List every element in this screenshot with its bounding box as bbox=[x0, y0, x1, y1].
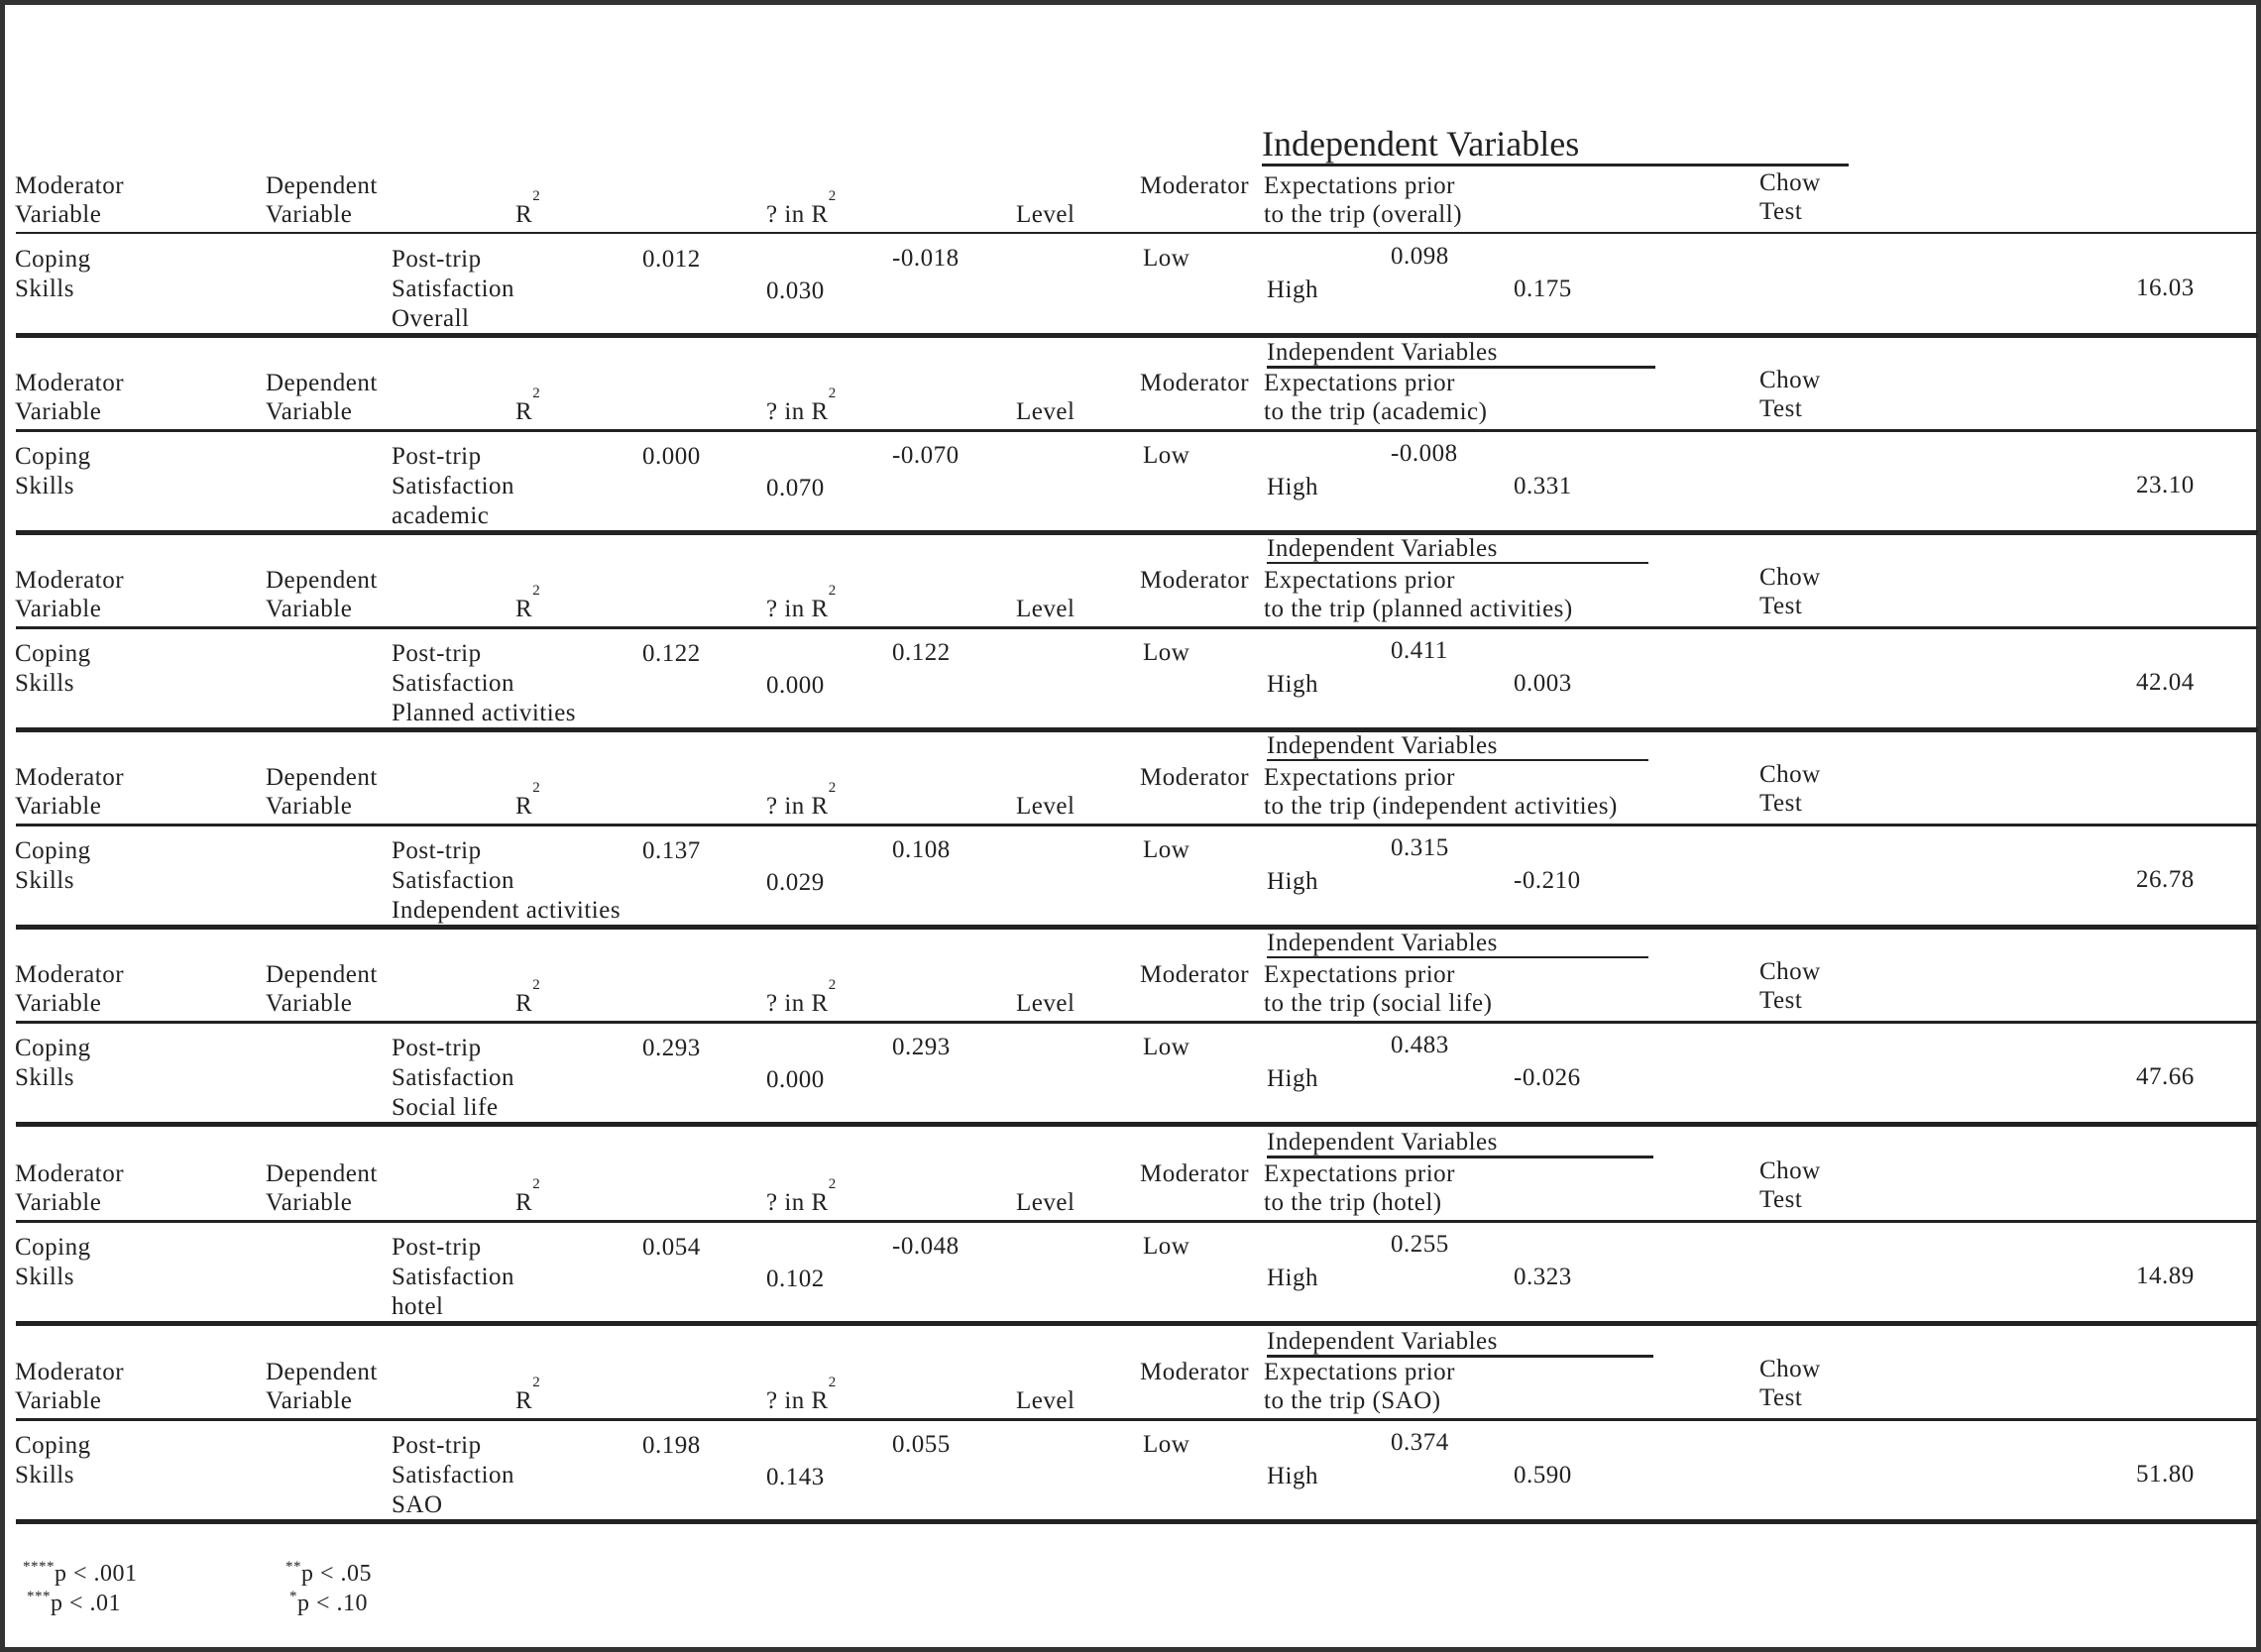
moderator-variable-header-line2: Variable bbox=[15, 596, 102, 622]
independent-variables-subheader: Independent Variables bbox=[1267, 1328, 1498, 1355]
level-high-label: High bbox=[1267, 474, 1318, 500]
moderator-variable-header-line2: Variable bbox=[15, 990, 102, 1017]
independent-variables-subheader-underline bbox=[1267, 562, 1648, 564]
high-level-value: -0.026 bbox=[1514, 1064, 1581, 1091]
beta-value: 0.055 bbox=[892, 1431, 951, 1458]
chow-test-header-line2: Test bbox=[1759, 987, 1803, 1014]
chow-test-value: 26.78 bbox=[2136, 866, 2195, 893]
moderator-variable-value-line1: Coping bbox=[15, 837, 91, 864]
moderator-variable-value-line2: Skills bbox=[15, 670, 74, 697]
chow-test-header-line1: Chow bbox=[1759, 1157, 1821, 1184]
dependent-variable-value-line2: Satisfaction bbox=[392, 275, 515, 302]
beta-value: 0.293 bbox=[892, 1034, 951, 1060]
chow-test-header-line2: Test bbox=[1759, 790, 1803, 817]
expectations-header-line1: Expectations prior bbox=[1264, 1160, 1455, 1187]
expectations-header-line1: Expectations prior bbox=[1264, 172, 1455, 199]
expectations-header-line2: to the trip (planned activities) bbox=[1264, 596, 1573, 622]
high-level-value: -0.210 bbox=[1514, 867, 1581, 894]
dependent-variable-header-line2: Variable bbox=[266, 1189, 353, 1216]
moderator-variable-value-line2: Skills bbox=[15, 1264, 74, 1290]
block-separator bbox=[16, 1519, 2258, 1524]
dependent-variable-value-line1: Post-trip bbox=[392, 246, 482, 273]
regression-block-1 bbox=[5, 168, 2256, 367]
delta-r-squared-value: 0.102 bbox=[766, 1266, 825, 1292]
level-header: Level bbox=[1016, 990, 1075, 1017]
regression-block-5 bbox=[5, 957, 2256, 1156]
chow-test-header-line2: Test bbox=[1759, 1186, 1803, 1213]
footnote-p10: *p < .10 bbox=[289, 1589, 369, 1616]
level-low-label: Low bbox=[1143, 1431, 1190, 1458]
r-squared-header: $R^2$ bbox=[515, 583, 541, 622]
r-squared-value: 0.000 bbox=[642, 443, 701, 470]
moderator-variable-value-line2: Skills bbox=[15, 473, 74, 499]
footnote-p01: ***p < .01 bbox=[27, 1589, 122, 1616]
dependent-variable-header-line2: Variable bbox=[266, 990, 353, 1017]
level-header: Level bbox=[1016, 793, 1075, 820]
expectations-header-line2: to the trip (overall) bbox=[1264, 201, 1463, 228]
moderator-variable-header-line1: Moderator bbox=[15, 961, 125, 988]
chow-test-header-line2: Test bbox=[1759, 198, 1803, 225]
header-divider bbox=[16, 1418, 2258, 1421]
moderator-variable-header-line1: Moderator bbox=[15, 1359, 125, 1385]
dependent-variable-value-line3: Social life bbox=[392, 1094, 499, 1121]
moderator-variable-header-line1: Moderator bbox=[15, 1160, 125, 1187]
moderator-variable-value-line1: Coping bbox=[15, 640, 91, 667]
chow-test-value: 23.10 bbox=[2136, 472, 2195, 498]
dependent-variable-header-line1: Dependent bbox=[266, 567, 378, 594]
chow-test-header-line2: Test bbox=[1759, 593, 1803, 619]
moderator-variable-value-line1: Coping bbox=[15, 443, 91, 470]
r-squared-value: 0.054 bbox=[642, 1234, 701, 1261]
beta-value: -0.018 bbox=[892, 245, 960, 272]
chow-test-value: 51.80 bbox=[2136, 1461, 2195, 1487]
level-header: Level bbox=[1016, 1387, 1075, 1414]
delta-r-squared-header: ? in $R^2$ bbox=[766, 780, 837, 820]
level-high-label: High bbox=[1267, 1265, 1318, 1291]
level-low-label: Low bbox=[1143, 1034, 1190, 1060]
expectations-header-line1: Expectations prior bbox=[1264, 764, 1455, 791]
header-divider bbox=[16, 824, 2258, 826]
moderator-variable-header-line1: Moderator bbox=[15, 567, 125, 594]
header-divider bbox=[16, 1021, 2258, 1024]
block-separator bbox=[16, 925, 2258, 930]
expectations-header-line2: to the trip (academic) bbox=[1264, 398, 1488, 425]
r-squared-value: 0.012 bbox=[642, 246, 701, 273]
dependent-variable-header-line1: Dependent bbox=[266, 764, 378, 791]
moderator-variable-value-line1: Coping bbox=[15, 246, 91, 273]
dependent-variable-header-line1: Dependent bbox=[266, 370, 378, 396]
independent-variables-subheader: Independent Variables bbox=[1267, 535, 1498, 562]
level-low-label: Low bbox=[1143, 836, 1190, 863]
moderator-variable-value-line2: Skills bbox=[15, 1064, 74, 1091]
independent-variables-subheader: Independent Variables bbox=[1267, 339, 1498, 366]
chow-test-value: 14.89 bbox=[2136, 1263, 2195, 1289]
independent-variables-subheader: Independent Variables bbox=[1267, 930, 1498, 956]
footnote-p05: **p < .05 bbox=[285, 1559, 373, 1587]
level-header: Level bbox=[1016, 201, 1075, 228]
delta-r-squared-header: ? in $R^2$ bbox=[766, 583, 837, 622]
dependent-variable-value-line2: Satisfaction bbox=[392, 1264, 515, 1290]
independent-variables-subheader-underline bbox=[1267, 1355, 1653, 1358]
header-divider bbox=[16, 429, 2258, 432]
dependent-variable-value-line1: Post-trip bbox=[392, 837, 482, 864]
chow-test-value: 47.66 bbox=[2136, 1063, 2195, 1090]
dependent-variable-value-line2: Satisfaction bbox=[392, 867, 515, 894]
delta-r-squared-header: ? in $R^2$ bbox=[766, 385, 837, 425]
beta-value: 0.122 bbox=[892, 639, 951, 666]
independent-variables-subheader-underline bbox=[1267, 956, 1648, 958]
level-header: Level bbox=[1016, 398, 1075, 425]
high-level-value: 0.323 bbox=[1514, 1264, 1572, 1290]
level-high-label: High bbox=[1267, 276, 1318, 303]
r-squared-header: $R^2$ bbox=[515, 385, 541, 425]
dependent-variable-value-line1: Post-trip bbox=[392, 1432, 482, 1459]
moderator-variable-value-line2: Skills bbox=[15, 275, 74, 302]
expectations-header-line2: to the trip (SAO) bbox=[1264, 1387, 1441, 1414]
moderator-header: Moderator bbox=[1140, 961, 1250, 988]
low-level-value: 0.255 bbox=[1391, 1231, 1449, 1258]
independent-variables-underline bbox=[1262, 164, 1849, 166]
moderator-variable-value-line1: Coping bbox=[15, 1035, 91, 1061]
dependent-variable-value-line3: Planned activities bbox=[392, 700, 577, 726]
dependent-variable-value-line3: Overall bbox=[392, 305, 470, 332]
block-separator bbox=[16, 1122, 2258, 1127]
dependent-variable-value-line2: Satisfaction bbox=[392, 1462, 515, 1488]
dependent-variable-header-line2: Variable bbox=[266, 596, 353, 622]
high-level-value: 0.175 bbox=[1514, 275, 1572, 302]
r-squared-header: $R^2$ bbox=[515, 780, 541, 820]
level-high-label: High bbox=[1267, 671, 1318, 698]
footnote-p001: ****p < .001 bbox=[23, 1559, 138, 1587]
chow-test-header-line2: Test bbox=[1759, 1384, 1803, 1411]
low-level-value: 0.315 bbox=[1391, 834, 1449, 861]
level-high-label: High bbox=[1267, 868, 1318, 895]
dependent-variable-header-line1: Dependent bbox=[266, 172, 378, 199]
chow-test-header-line1: Chow bbox=[1759, 564, 1821, 591]
regression-block-2 bbox=[5, 366, 2256, 564]
regression-block-4 bbox=[5, 760, 2256, 958]
independent-variables-subheader-underline bbox=[1267, 759, 1648, 761]
r-squared-header: $R^2$ bbox=[515, 1375, 541, 1414]
moderator-variable-header-line2: Variable bbox=[15, 793, 102, 820]
moderator-variable-header-line1: Moderator bbox=[15, 370, 125, 396]
r-squared-header: $R^2$ bbox=[515, 1176, 541, 1216]
moderator-header: Moderator bbox=[1140, 1359, 1250, 1385]
low-level-value: 0.098 bbox=[1391, 243, 1449, 270]
low-level-value: 0.483 bbox=[1391, 1032, 1449, 1058]
moderator-variable-header-line1: Moderator bbox=[15, 764, 125, 791]
delta-r-squared-value: 0.030 bbox=[766, 277, 825, 304]
chow-test-header-line1: Chow bbox=[1759, 169, 1821, 196]
regression-block-6 bbox=[5, 1156, 2256, 1355]
moderator-header: Moderator bbox=[1140, 567, 1250, 594]
delta-r-squared-header: ? in $R^2$ bbox=[766, 188, 837, 228]
delta-r-squared-value: 0.070 bbox=[766, 475, 825, 501]
dependent-variable-value-line1: Post-trip bbox=[392, 640, 482, 667]
independent-variables-subheader-underline bbox=[1267, 366, 1655, 369]
moderator-variable-value-line2: Skills bbox=[15, 867, 74, 894]
r-squared-header: $R^2$ bbox=[515, 977, 541, 1017]
low-level-value: 0.411 bbox=[1391, 637, 1448, 664]
beta-value: -0.070 bbox=[892, 442, 960, 469]
moderator-variable-header-line2: Variable bbox=[15, 398, 102, 425]
level-low-label: Low bbox=[1143, 245, 1190, 272]
expectations-header-line2: to the trip (independent activities) bbox=[1264, 793, 1618, 820]
high-level-value: 0.331 bbox=[1514, 473, 1572, 499]
independent-variables-subheader-underline bbox=[1267, 1156, 1653, 1158]
dependent-variable-value-line3: Independent activities bbox=[392, 897, 622, 924]
dependent-variable-value-line1: Post-trip bbox=[392, 1035, 482, 1061]
block-separator bbox=[16, 333, 2258, 338]
beta-value: 0.108 bbox=[892, 836, 951, 863]
high-level-value: 0.590 bbox=[1514, 1462, 1572, 1488]
expectations-header-line1: Expectations prior bbox=[1264, 567, 1455, 594]
regression-block-3 bbox=[5, 563, 2256, 761]
dependent-variable-value-line3: SAO bbox=[392, 1491, 443, 1518]
delta-r-squared-header: ? in $R^2$ bbox=[766, 1176, 837, 1216]
low-level-value: -0.008 bbox=[1391, 440, 1458, 467]
delta-r-squared-header: ? in $R^2$ bbox=[766, 1375, 837, 1414]
moderator-variable-header-line2: Variable bbox=[15, 1387, 102, 1414]
low-level-value: 0.374 bbox=[1391, 1429, 1449, 1456]
block-separator bbox=[16, 727, 2258, 732]
independent-variables-subheader: Independent Variables bbox=[1267, 732, 1498, 759]
r-squared-header: $R^2$ bbox=[515, 188, 541, 228]
moderator-header: Moderator bbox=[1140, 1160, 1250, 1187]
expectations-header-line1: Expectations prior bbox=[1264, 961, 1455, 988]
chow-test-header-line1: Chow bbox=[1759, 1356, 1821, 1382]
level-header: Level bbox=[1016, 1189, 1075, 1216]
r-squared-value: 0.137 bbox=[642, 837, 701, 864]
dependent-variable-value-line2: Satisfaction bbox=[392, 670, 515, 697]
block-separator bbox=[16, 530, 2258, 535]
level-header: Level bbox=[1016, 596, 1075, 622]
dependent-variable-value-line3: hotel bbox=[392, 1293, 444, 1320]
moderator-variable-header-line2: Variable bbox=[15, 201, 102, 228]
independent-variables-title: Independent Variables bbox=[1262, 124, 1580, 164]
chow-test-header-line1: Chow bbox=[1759, 761, 1821, 788]
moderator-header: Moderator bbox=[1140, 764, 1250, 791]
chow-test-header-line2: Test bbox=[1759, 395, 1803, 422]
header-divider bbox=[16, 1220, 2258, 1223]
delta-r-squared-value: 0.000 bbox=[766, 672, 825, 699]
dependent-variable-value-line3: academic bbox=[392, 502, 490, 529]
independent-variables-subheader: Independent Variables bbox=[1267, 1129, 1498, 1156]
r-squared-value: 0.122 bbox=[642, 640, 701, 667]
dependent-variable-value-line1: Post-trip bbox=[392, 443, 482, 470]
dependent-variable-header-line1: Dependent bbox=[266, 1359, 378, 1385]
moderator-header: Moderator bbox=[1140, 172, 1250, 199]
dependent-variable-header-line1: Dependent bbox=[266, 1160, 378, 1187]
dependent-variable-value-line2: Satisfaction bbox=[392, 473, 515, 499]
high-level-value: 0.003 bbox=[1514, 670, 1572, 697]
chow-test-value: 16.03 bbox=[2136, 275, 2195, 301]
dependent-variable-header-line2: Variable bbox=[266, 1387, 353, 1414]
moderator-variable-header-line1: Moderator bbox=[15, 172, 125, 199]
level-high-label: High bbox=[1267, 1463, 1318, 1489]
chow-test-header-line1: Chow bbox=[1759, 958, 1821, 985]
moderator-variable-value-line2: Skills bbox=[15, 1462, 74, 1488]
expectations-header-line1: Expectations prior bbox=[1264, 1359, 1455, 1385]
level-low-label: Low bbox=[1143, 639, 1190, 666]
header-divider bbox=[16, 232, 2258, 234]
expectations-header-line2: to the trip (hotel) bbox=[1264, 1189, 1442, 1216]
delta-r-squared-value: 0.029 bbox=[766, 869, 825, 896]
regression-block-7 bbox=[5, 1355, 2256, 1553]
chow-test-value: 42.04 bbox=[2136, 669, 2195, 696]
expectations-header-line2: to the trip (social life) bbox=[1264, 990, 1493, 1017]
dependent-variable-header-line2: Variable bbox=[266, 793, 353, 820]
r-squared-value: 0.198 bbox=[642, 1432, 701, 1459]
moderator-variable-header-line2: Variable bbox=[15, 1189, 102, 1216]
moderator-variable-value-line1: Coping bbox=[15, 1432, 91, 1459]
level-high-label: High bbox=[1267, 1065, 1318, 1092]
level-low-label: Low bbox=[1143, 1233, 1190, 1260]
moderator-variable-value-line1: Coping bbox=[15, 1234, 91, 1261]
dependent-variable-value-line1: Post-trip bbox=[392, 1234, 482, 1261]
delta-r-squared-header: ? in $R^2$ bbox=[766, 977, 837, 1017]
dependent-variable-header-line2: Variable bbox=[266, 398, 353, 425]
beta-value: -0.048 bbox=[892, 1233, 960, 1260]
dependent-variable-value-line2: Satisfaction bbox=[392, 1064, 515, 1091]
header-divider bbox=[16, 626, 2258, 629]
dependent-variable-header-line2: Variable bbox=[266, 201, 353, 228]
r-squared-value: 0.293 bbox=[642, 1035, 701, 1061]
delta-r-squared-value: 0.000 bbox=[766, 1066, 825, 1093]
chow-test-header-line1: Chow bbox=[1759, 367, 1821, 393]
delta-r-squared-value: 0.143 bbox=[766, 1464, 825, 1490]
moderator-header: Moderator bbox=[1140, 370, 1250, 396]
block-separator bbox=[16, 1321, 2258, 1326]
expectations-header-line1: Expectations prior bbox=[1264, 370, 1455, 396]
dependent-variable-header-line1: Dependent bbox=[266, 961, 378, 988]
level-low-label: Low bbox=[1143, 442, 1190, 469]
